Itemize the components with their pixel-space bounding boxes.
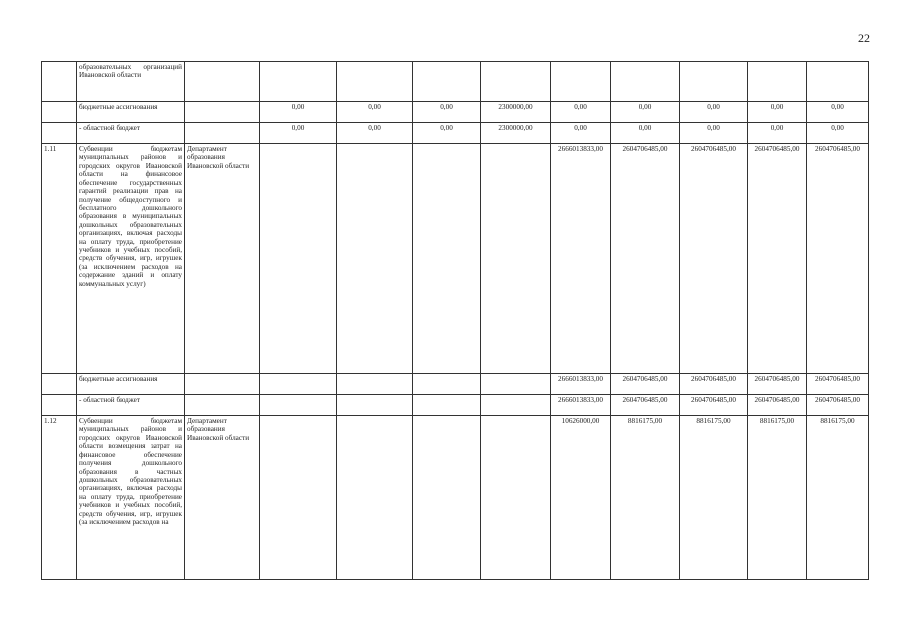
amount-cell	[337, 144, 413, 374]
amount-cell	[260, 395, 337, 416]
amount-cell	[413, 374, 481, 395]
amount-cell	[337, 62, 413, 102]
amount-cell: 0,00	[337, 102, 413, 123]
amount-cell: 2666013833,00	[551, 374, 611, 395]
amount-cell	[748, 62, 807, 102]
amount-cell: 2604706485,00	[611, 374, 680, 395]
executor-cell	[185, 123, 260, 144]
amount-cell: 2604706485,00	[807, 395, 869, 416]
amount-cell: 0,00	[611, 102, 680, 123]
amount-cell: 0,00	[551, 102, 611, 123]
amount-cell	[260, 416, 337, 580]
row-number-cell: 1.11	[42, 144, 77, 374]
event-name-cell: Субвенции бюджетам муниципальных районов и городских округов Ивановской области на финансовое обеспечение государственных гарантий реализации прав на получение общедоступного и бесплатного дошкольного образования в муниципальных дошкольных образовательных организациях, включая расходы на оплату труда, приобретение учебников и учебных пособий, средств обучения, игр, игрушек (за исключением расходов на содержание зданий и оплату коммунальных услуг)	[77, 144, 185, 374]
event-name-cell: бюджетные ассигнования	[77, 374, 185, 395]
amount-cell	[481, 416, 551, 580]
amount-cell: 0,00	[807, 123, 869, 144]
budget-table	[41, 61, 869, 580]
amount-cell: 8816175,00	[807, 416, 869, 580]
table-row	[42, 123, 869, 144]
amount-cell	[337, 416, 413, 580]
amount-cell: 2604706485,00	[680, 395, 748, 416]
amount-cell: 2666013833,00	[551, 144, 611, 374]
event-name-cell: бюджетные ассигнования	[77, 102, 185, 123]
amount-cell	[481, 395, 551, 416]
amount-cell: 0,00	[413, 123, 481, 144]
executor-cell: Департамент образования Ивановской области	[185, 144, 260, 374]
row-number-cell	[42, 374, 77, 395]
amount-cell: 2604706485,00	[748, 374, 807, 395]
executor-cell	[185, 62, 260, 102]
amount-cell	[611, 62, 680, 102]
amount-cell	[481, 144, 551, 374]
amount-cell: 2604706485,00	[807, 144, 869, 374]
amount-cell	[413, 62, 481, 102]
amount-cell: 0,00	[337, 123, 413, 144]
row-number-cell	[42, 62, 77, 102]
amount-cell: 0,00	[680, 123, 748, 144]
amount-cell	[413, 416, 481, 580]
amount-cell	[680, 62, 748, 102]
amount-cell: 0,00	[680, 102, 748, 123]
amount-cell: 2666013833,00	[551, 395, 611, 416]
table-row	[42, 144, 869, 374]
amount-cell	[260, 144, 337, 374]
amount-cell	[413, 395, 481, 416]
amount-cell: 2604706485,00	[807, 374, 869, 395]
table-row	[42, 416, 869, 580]
amount-cell	[413, 144, 481, 374]
amount-cell: 2300000,00	[481, 123, 551, 144]
amount-cell	[807, 62, 869, 102]
row-number-cell: 1.12	[42, 416, 77, 580]
amount-cell	[551, 62, 611, 102]
row-number-cell	[42, 123, 77, 144]
amount-cell: 0,00	[611, 123, 680, 144]
executor-cell	[185, 395, 260, 416]
amount-cell: 2604706485,00	[680, 144, 748, 374]
executor-cell: Департамент образования Ивановской области	[185, 416, 260, 580]
amount-cell	[260, 62, 337, 102]
event-name-cell: - областной бюджет	[77, 395, 185, 416]
amount-cell: 2604706485,00	[611, 395, 680, 416]
amount-cell: 2300000,00	[481, 102, 551, 123]
amount-cell: 2604706485,00	[611, 144, 680, 374]
amount-cell: 0,00	[748, 123, 807, 144]
amount-cell: 2604706485,00	[748, 144, 807, 374]
table-row	[42, 395, 869, 416]
amount-cell	[481, 62, 551, 102]
amount-cell: 8816175,00	[748, 416, 807, 580]
page-number: 22	[858, 31, 870, 45]
amount-cell: 2604706485,00	[748, 395, 807, 416]
table-row	[42, 374, 869, 395]
executor-cell	[185, 102, 260, 123]
amount-cell: 2604706485,00	[680, 374, 748, 395]
row-number-cell	[42, 395, 77, 416]
amount-cell: 8816175,00	[611, 416, 680, 580]
row-number-cell	[42, 102, 77, 123]
amount-cell: 0,00	[260, 123, 337, 144]
event-name-cell: образовательных организаций Ивановской области	[77, 62, 185, 102]
amount-cell: 0,00	[551, 123, 611, 144]
amount-cell: 0,00	[748, 102, 807, 123]
amount-cell: 8816175,00	[680, 416, 748, 580]
table-row	[42, 102, 869, 123]
event-name-cell: Субвенции бюджетам муниципальных районов и городских округов Ивановской области возмещения затрат на финансовое обеспечение получения дошкольного образования в частных дошкольных образовательных организациях, включая расходы на оплату труда, приобретение учебников и учебных пособий, средств обучения, игр, игрушек (за исключением расходов на	[77, 416, 185, 580]
amount-cell	[337, 374, 413, 395]
amount-cell: 0,00	[807, 102, 869, 123]
amount-cell	[260, 374, 337, 395]
amount-cell: 0,00	[413, 102, 481, 123]
amount-cell	[337, 395, 413, 416]
amount-cell: 0,00	[260, 102, 337, 123]
event-name-cell: - областной бюджет	[77, 123, 185, 144]
amount-cell: 10626000,00	[551, 416, 611, 580]
amount-cell	[481, 374, 551, 395]
table-row	[42, 62, 869, 102]
executor-cell	[185, 374, 260, 395]
